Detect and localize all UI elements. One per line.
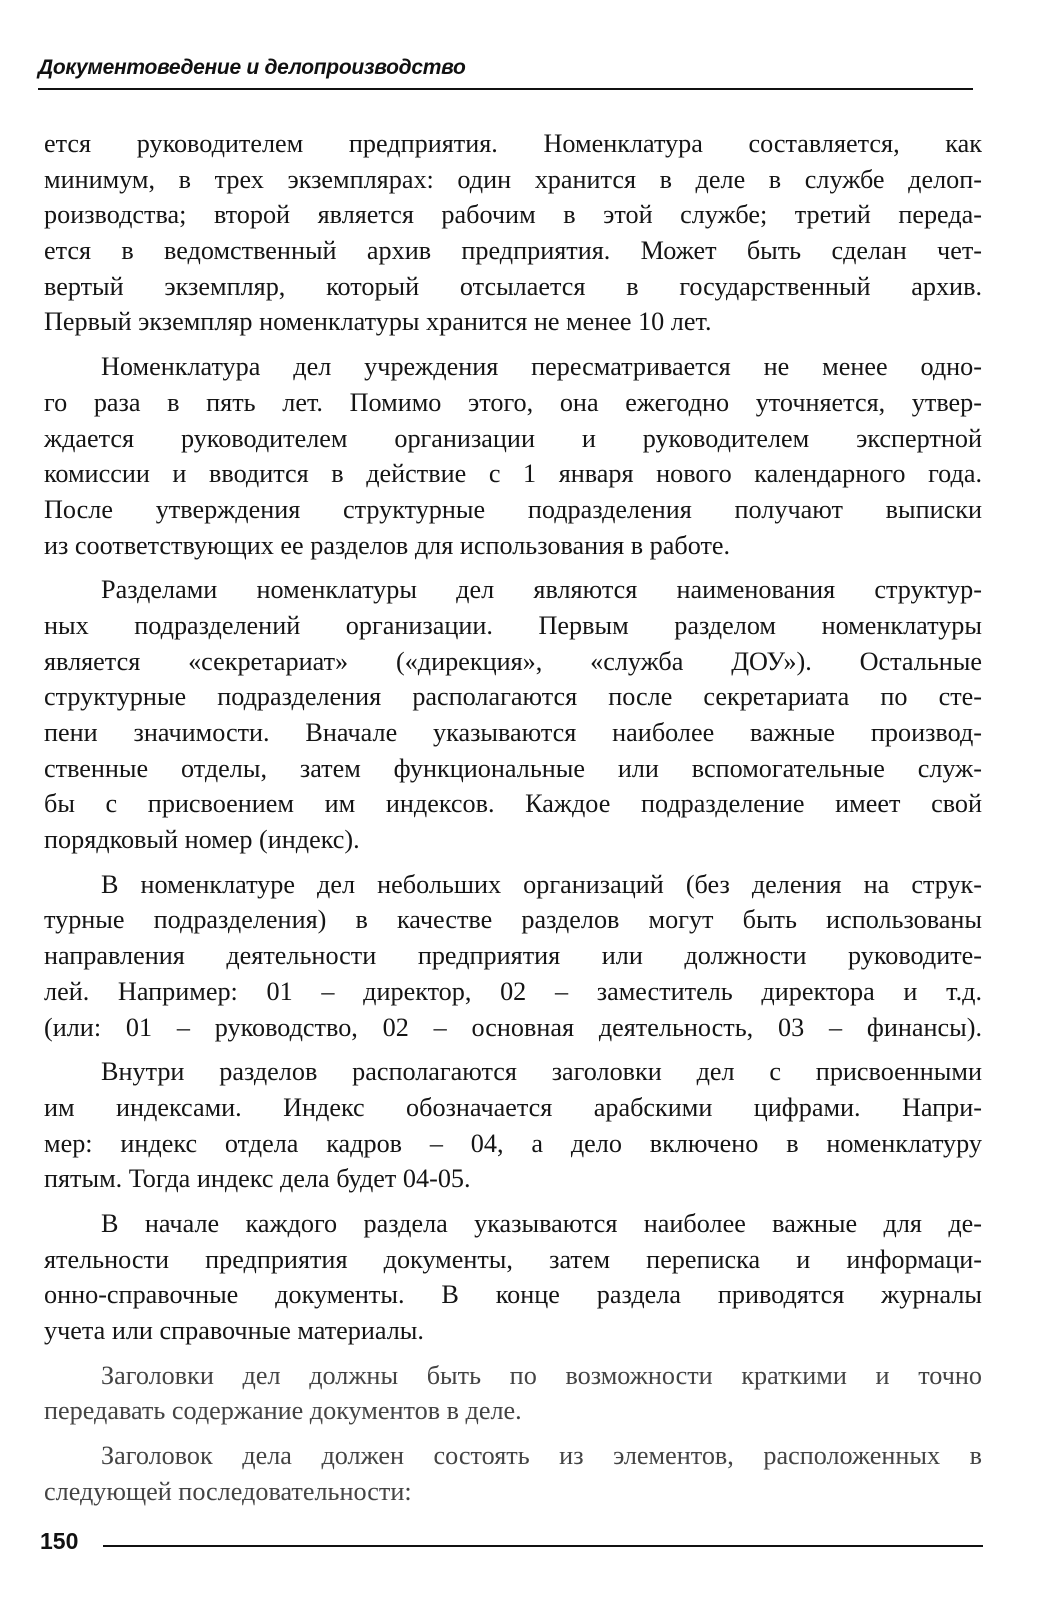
text-line: следующей последовательности: bbox=[44, 1476, 412, 1506]
text-line: вертый экземпляр, который отсылается в государственный архив. bbox=[44, 271, 982, 301]
text-line: структурные подразделения располагаются после секретариата по сте- bbox=[44, 682, 982, 712]
text-line: бы с присвоением им индексов. Каждое подразделение имеет свой bbox=[44, 789, 982, 819]
text-line: порядковый номер (индекс). bbox=[44, 825, 360, 855]
text-line: турные подразделения) в качестве разделов могут быть использованы bbox=[44, 905, 982, 935]
text-line: В номенклатуре дел небольших организаций (без деления на струк- bbox=[101, 869, 982, 899]
text-line: ется в ведомственный архив предприятия. Может быть сделан чет- bbox=[44, 236, 982, 266]
text-line: комиссии и вводится в действие с 1 января нового календарного года. bbox=[44, 459, 982, 489]
text-line: им индексами. Индекс обозначается арабскими цифрами. Напри- bbox=[44, 1092, 982, 1122]
text-line: является «секретариат» («дирекция», «служба ДОУ»). Остальные bbox=[44, 646, 982, 676]
text-line: из соответствующих ее разделов для использования в работе. bbox=[44, 530, 731, 560]
paragraph bbox=[44, 1358, 982, 1429]
text-line: направления деятельности предприятия или должности руководите- bbox=[44, 941, 982, 971]
running-header-title: Документоведение и делопроизводство bbox=[38, 56, 466, 79]
text-line: роизводства; второй является рабочим в этой службе; третий переда- bbox=[44, 200, 982, 230]
paragraph bbox=[44, 1438, 982, 1509]
page-number: 150 bbox=[40, 1528, 79, 1554]
body-text bbox=[44, 126, 982, 1509]
text-line: Заголовок дела должен состоять из элементов, расположенных в bbox=[101, 1441, 982, 1471]
text-line: ственные отделы, затем функциональные или вспомогательные служ- bbox=[44, 753, 982, 783]
paragraph bbox=[44, 572, 982, 858]
text-line: мер: индекс отдела кадров – 04, а дело включено в номенклатуру bbox=[44, 1128, 982, 1158]
text-line: пятым. Тогда индекс дела будет 04-05. bbox=[44, 1164, 471, 1194]
text-line: ется руководителем предприятия. Номенклатура составляется, как bbox=[44, 129, 982, 158]
text-line: учета или справочные материалы. bbox=[44, 1316, 424, 1345]
text-line: передавать содержание документов в деле. bbox=[44, 1396, 522, 1426]
text-line: В начале каждого раздела указываются наиболее важные для де- bbox=[101, 1208, 982, 1238]
text-line: Разделами номенклатуры дел являются наименования структур- bbox=[101, 575, 982, 605]
text-line: минимум, в трех экземплярах: один хранится в деле в службе делоп- bbox=[44, 164, 982, 194]
header-rule bbox=[38, 88, 973, 90]
footer-rule bbox=[103, 1545, 983, 1547]
paragraph bbox=[44, 1206, 982, 1349]
text-line: Номенклатура дел учреждения пересматривается не менее одно- bbox=[101, 352, 982, 382]
text-line: онно-справочные документы. В конце раздела приводятся журналы bbox=[44, 1280, 982, 1310]
paragraph bbox=[44, 126, 982, 340]
text-line: лей. Например: 01 – директор, 02 – заместитель директора и т.д. bbox=[44, 976, 982, 1006]
text-line: го раза в пять лет. Помимо этого, она ежегодно уточняется, утвер- bbox=[44, 387, 982, 417]
text-line: (или: 01 – руководство, 02 – основная деятельность, 03 – финансы). bbox=[44, 1012, 982, 1042]
text-line: ных подразделений организации. Первым разделом номенклатуры bbox=[44, 610, 982, 640]
text-line: ятельности предприятия документы, затем переписка и информаци- bbox=[44, 1244, 982, 1274]
paragraph bbox=[44, 349, 982, 563]
text-line: Первый экземпляр номенклатуры хранится не менее 10 лет. bbox=[44, 307, 712, 337]
text-line: ждается руководителем организации и руководителем экспертной bbox=[44, 423, 982, 453]
text-line: пени значимости. Вначале указываются наиболее важные производ- bbox=[44, 718, 982, 747]
paragraph bbox=[44, 1054, 982, 1197]
text-line: После утверждения структурные подразделения получают выписки bbox=[44, 494, 982, 524]
paragraph bbox=[44, 867, 982, 1045]
text-line: Внутри разделов располагаются заголовки дел с присвоенными bbox=[101, 1057, 982, 1087]
text-line: Заголовки дел должны быть по возможности краткими и точно bbox=[101, 1360, 982, 1390]
